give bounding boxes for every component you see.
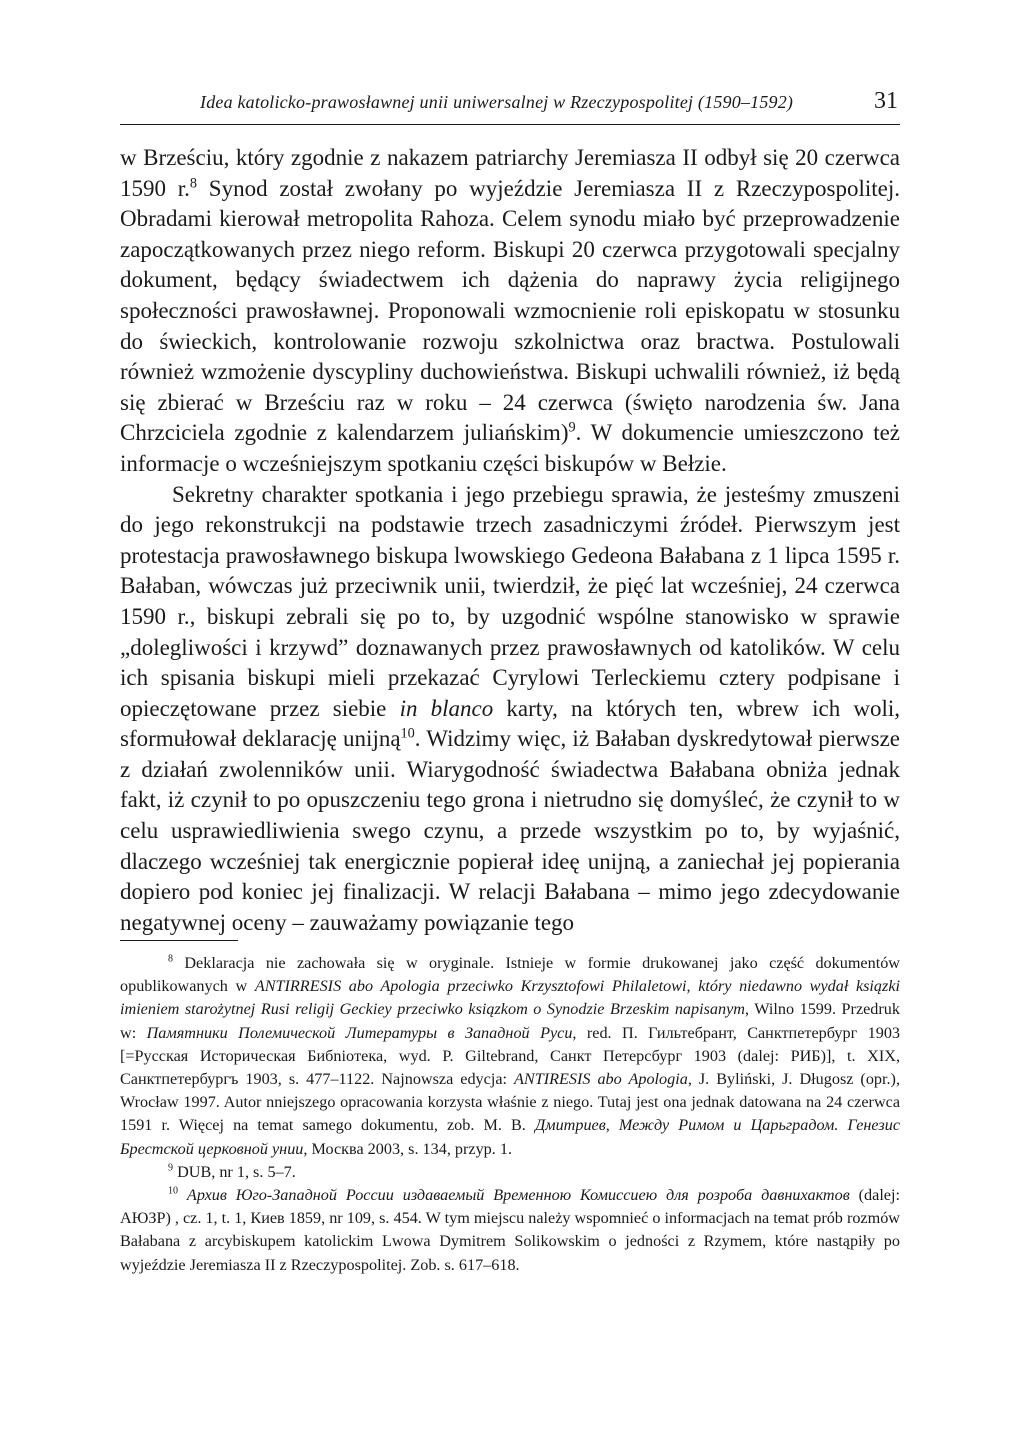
text-run: Synod został zwołany po wyjeździe Jeremiasza II z Rzeczypospolitej. Obradami kierował metropolita Rahoza. Celem synodu miało być przeprowadzenie zapoczątkowanych przez niego reform. Biskupi 20 czerwca przygotowali specjalny dokument, będący świadectwem ich dążenia do naprawy życia religijnego społeczności prawosławnej. Proponowali wzmocnienie roli episkopatu w stosunku do świeckich, kontrolowanie rozwoju szkolnictwa oraz bractwa. Postulowali również wzmożenie dyscypliny duchowieństwa. Biskupi uchwalili również, iż będą się zbierać w Brześciu raz w roku – 24 czerwca (święto narodzenia św. Jana Chrzciciela zgodnie z kalendarzem juliańskim): [120, 175, 901, 446]
footnotes: [120, 952, 900, 1277]
footnote-number: 9: [168, 1162, 174, 1174]
running-title: Idea katolicko-prawosławnej unii uniwersalnej w Rzeczypospolitej (1590–1592): [200, 92, 794, 112]
footnote-separator: [120, 940, 238, 941]
paragraph-1: [120, 143, 900, 480]
italic-title: Архив Юго-Западной России издаваемый Временною Комиссиею для розроба давнихактов: [178, 1186, 850, 1205]
footnote-number: 10: [168, 1185, 179, 1197]
text-run: , Wilno 1599. Przedruk w:: [120, 1000, 900, 1042]
text-run: w Brześciu, który zgodnie z nakazem patriarchy Jeremiasza II odbył się 20 czerwca 1590 r.: [120, 145, 900, 201]
footnote-9: [120, 1161, 900, 1184]
text-run: . W dokumencie umieszczono też informacje o wcześniejszym spotkaniu części biskupów w Bełzie.: [120, 420, 901, 476]
text-run: (dalej: АЮЗР) , cz. 1, t. 1, Киев 1859, nr 109, s. 454. W tym miejscu należy wspomnieć o informacjach na temat prób rozmów Bałabana z arcybiskupem katolickim Lwowa Dymitrem Solikowskim o jedności z Rzymem, które nastąpiły po wyjeździe Jeremiasza II z Rzeczypospolitej. Zob. s. 617–618.: [120, 1186, 900, 1274]
footnote-ref-9[interactable]: 9: [568, 419, 576, 436]
italic-title: ANTIRESIS abo Apologia: [514, 1070, 688, 1089]
italic-author: Дмитриев: [534, 1116, 606, 1135]
page-number: 31: [874, 88, 898, 114]
footnote-number: 8: [168, 953, 174, 965]
italic-phrase: in blanco: [399, 695, 494, 721]
text-run: . Widzimy więc, iż Bałaban dyskredytował pierwsze z działań zwolenników unii. Wiarygodność świadectwa Bałabana obniża jednak fakt, iż czynił to po opuszczeniu tego grona i nietrudno się domyśleć, że czynił to w celu usprawiedliwienia swego czynu, a przede wszystkim po to, by wyjaśnić, dlaczego wcześniej tak energicznie popierał ideę unijną, a zaniechał jej popierania dopiero pod koniec jej finalizacji. W relacji Bałabana – mimo jego zdecydowanie negatywnej oceny – zauważamy powiązanie tego: [120, 726, 900, 935]
running-header: [120, 86, 900, 125]
text-run: Deklaracja nie zachowała się w oryginale. Istnieje w formie drukowanej jako część dokumentów opublikowanych w: [120, 954, 900, 996]
paragraph-2: [120, 480, 900, 939]
footnote-8: [120, 952, 900, 1161]
footnote-ref-10[interactable]: 10: [400, 725, 415, 742]
text-run: Sekretny charakter spotkania i jego przebiegu sprawia, że jesteśmy zmuszeni do jego rekonstrukcji na podstawie trzech zasadniczymi źródeł. Pierwszym jest protestacja prawosławnego biskupa lwowskiego Gedeona Bałabana z 1 lipca 1595 r. Bałaban, wówczas już przeciwnik unii, twierdził, że pięć lat wcześniej, 24 czerwca 1590 r., biskupi zebrali się po to, by uzgodnić wspólne stanowisko w sprawie „dolegliwości i krzywd” doznawanych przez prawosławnych od katolików. W celu ich spisania biskupi mieli przekazać Cyrylowi Terleckiemu cztery podpisane i opieczętowane przez siebie: [120, 481, 900, 721]
main-text: [120, 143, 900, 938]
text-run: , red. П. Гильтебрант, Санктпетербург 1903 [=Русская Историческая Бибnioтека, wyd. P. Giltebrand, Санкт Петерсбург 1903 (dalej: РИБ)], t. XIX, Санктпетербургъ 1903, s. 477–1122. Najnowsza edycja:: [120, 1023, 901, 1089]
text-run: , J. Byliński, J. Długosz (opr.), Wrocław 1997. Autor nniejszego opracowania korzysta właśnie z niego. Tutaj jest ona jednak datowana na 24 czerwca 1591 r. Więcej na temat samego dokumentu, zob. М. В.: [120, 1070, 900, 1135]
footnote-10: [120, 1184, 900, 1277]
italic-title: ANTIRRESIS abo Apologia przeciwko Krzysztofowi Philaletowi, który niedawno wydał ksiązki imieniem starożytnej Rusi religij Geckiey przeciwko ksiązkom o Synodzie Brzeskim napisanym: [120, 977, 900, 1019]
footnote-ref-8[interactable]: 8: [189, 174, 198, 191]
italic-title: Памятники Полемической Литературы в Западной Руси: [146, 1023, 573, 1042]
text-run: ,: [605, 1116, 619, 1135]
text-run: karty, na których ten, wbrew ich woli, sformułował deklarację unijną: [120, 695, 900, 752]
text-run: , Москва 2003, s. 134, przyp. 1.: [303, 1139, 513, 1158]
italic-title: Между Римом и Царьградом. Генезис Брестской церковной унии: [120, 1116, 900, 1158]
text-run: DUB, nr 1, s. 5–7.: [173, 1162, 296, 1181]
